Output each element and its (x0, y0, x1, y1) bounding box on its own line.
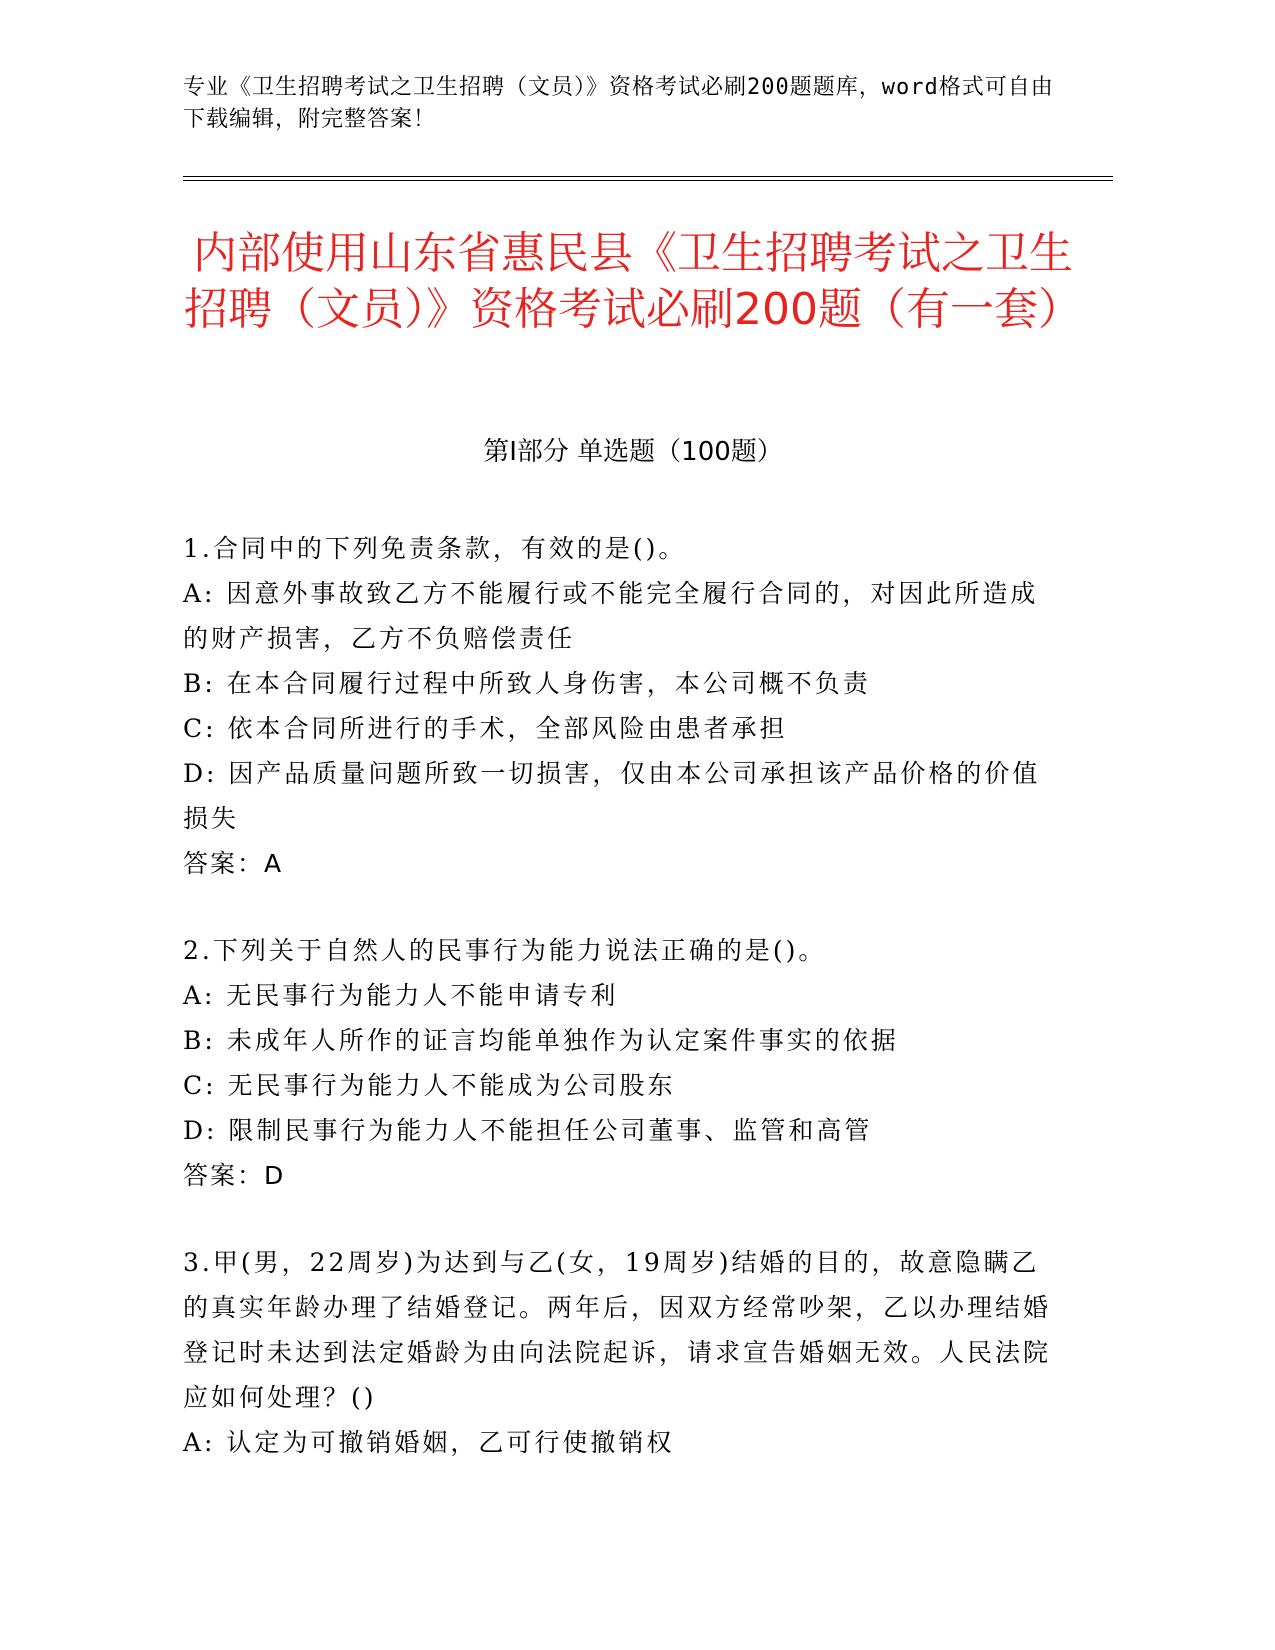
question-stem: 1.合同中的下列免责条款，有效的是()。 (183, 534, 687, 563)
answer: 答案：A (183, 849, 284, 878)
question-stem: 3.甲(男，22周岁)为达到与乙(女，19周岁)结婚的目的，故意隐瞒乙的真实年龄办理了结婚登记。两年后，因双方经常吵架，乙以办理结婚登记时未达到法定婚龄为由向法院起诉，请求宣告婚姻无效。人民法院应如何处理？() (183, 1248, 1052, 1412)
header-divider (183, 176, 1113, 181)
question-3 (183, 1240, 1063, 1465)
question-list (183, 526, 1063, 1507)
option-d: D: 限制民事行为能力人不能担任公司董事、监管和高管 (183, 1116, 873, 1145)
answer: 答案：D (183, 1161, 286, 1190)
option-a: A: 认定为可撤销婚姻，乙可行使撤销权 (183, 1428, 675, 1457)
question-stem: 2.下列关于自然人的民事行为能力说法正确的是()。 (183, 936, 827, 965)
option-b: B: 在本合同履行过程中所致人身伤害，本公司概不负责 (183, 669, 871, 698)
header-note: 专业《卫生招聘考试之卫生招聘（文员）》资格考试必刷200题题库，word格式可自由下载编辑，附完整答案！ (183, 75, 1054, 132)
option-a: A: 因意外事故致乙方不能履行或不能完全履行合同的，对因此所造成的财产损害，乙方不负赔偿责任 (183, 579, 1039, 653)
option-c: C: 无民事行为能力人不能成为公司股东 (183, 1071, 676, 1100)
question-2 (183, 928, 1063, 1198)
question-1 (183, 526, 1063, 886)
section-title: 第I部分 单选题（100题） (483, 437, 783, 467)
document-title: 内部使用山东省惠民县《卫生招聘考试之卫生招聘（文员）》资格考试必刷200题（有一套） (184, 228, 1082, 335)
option-c: C: 依本合同所进行的手术，全部风险由患者承担 (183, 714, 788, 743)
option-a: A: 无民事行为能力人不能申请专利 (183, 981, 619, 1010)
option-b: B: 未成年人所作的证言均能单独作为认定案件事实的依据 (183, 1026, 899, 1055)
option-d: D: 因产品质量问题所致一切损害，仅由本公司承担该产品价格的价值损失 (183, 759, 1041, 833)
